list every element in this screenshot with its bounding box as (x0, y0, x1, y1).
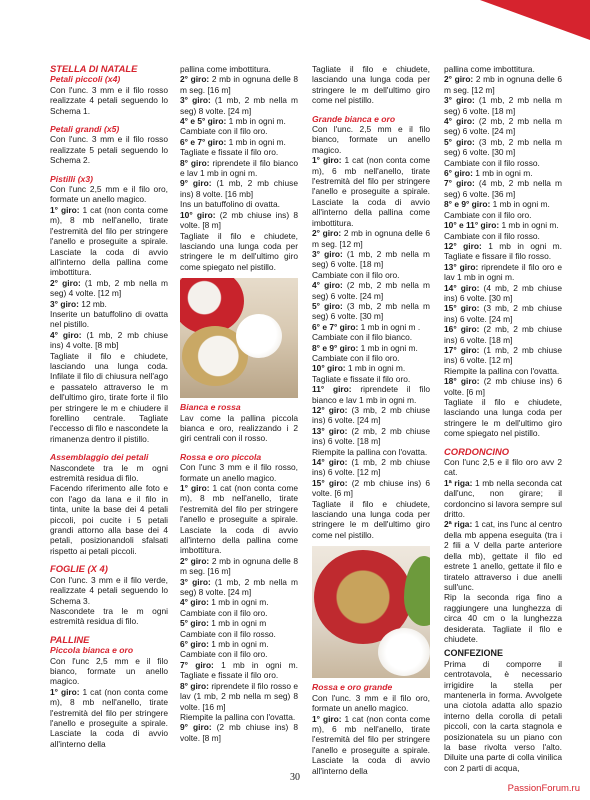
step-label: 1ª riga: (444, 477, 473, 488)
paragraph (312, 343, 430, 353)
step-text: (2 mb chiuse ins) 6 volte. [6 m] (312, 477, 430, 499)
section-heading: STELLA DI NATALE (50, 63, 138, 74)
paragraph (312, 714, 430, 776)
paragraph (312, 155, 430, 228)
small-white-ball (236, 314, 282, 358)
paragraph (180, 74, 298, 95)
paragraph: Ins un batuffolino di ovatta. (180, 199, 280, 210)
step-label: 1° giro: (312, 713, 342, 724)
step-text: 1 mb in ogni m. Tagliate e fissare il filo rosso. (444, 240, 562, 262)
paragraph: Riempite la pallina con l'ovatta. (444, 365, 560, 376)
paragraph: Con l'unc. 2,5 mm e il filo bianco, formate un anello magico. (312, 124, 430, 155)
step-label: 14° giro: (312, 457, 348, 468)
step-text: (1 mb, 2 mb nella m seg) 6 volte. [18 m] (312, 248, 430, 270)
step-label: 4° e 5° giro: (180, 116, 227, 127)
column-2-flow-top (180, 64, 298, 272)
paragraph (312, 280, 430, 301)
paragraph: Con l'unc. 3 mm e il filo verde, realizzate 4 petali seguendo lo Schema 3. (50, 574, 168, 606)
paragraph: Tagliate e fissate il filo oro. (180, 147, 279, 158)
step-label: 2° giro: (180, 74, 210, 85)
step-text: (3 mb, 2 mb chiuse ins) 6 volte. [24 m] (444, 303, 562, 324)
step-label: 8° giro: (180, 680, 209, 691)
step-text: 1 cat (non conta come m), 8 mb nell'anello, tirate l'estremità del filo per stringere l'anello e proseguite a spirale. Lasciate la coda di avvio all'interno della pallina come imbottitura. (180, 482, 298, 556)
paragraph: Cambiate con il filo oro. (444, 209, 532, 220)
step-text: 1 mb in ogni m. Tagliate e fissate il filo oro. (180, 659, 298, 681)
step-label: 4° giro: (180, 597, 209, 608)
step-label: 12° giro: (312, 405, 348, 415)
paragraph: Cambiate con il filo oro. (180, 649, 268, 660)
paragraph (444, 324, 562, 345)
step-text: 1 mb in ogni m. (208, 597, 269, 608)
paragraph (312, 228, 430, 249)
step-text: (2 mb chiuse ins) 8 volte. [8 m] (180, 209, 298, 231)
paragraph (312, 478, 430, 499)
step-label: 13° giro: (444, 261, 479, 272)
step-text: (1 mb, 2 mb chiuse ins) 6 volte. [12 m] (312, 457, 430, 478)
step-text: 1 mb in ogni m. (208, 639, 269, 650)
paragraph (312, 249, 430, 270)
step-label: 12° giro: (444, 240, 482, 251)
paragraph: Lav come la pallina piccola bianca e oro, realizzando i 2 giri centrali con il rosso. (180, 412, 298, 444)
paragraph (180, 210, 298, 231)
paragraph: Con l'unc. 3 mm e il filo rosso realizzate 5 petali seguendo lo Schema 2. (50, 134, 168, 166)
spacer (180, 444, 298, 452)
paragraph (444, 303, 562, 324)
step-text: 1 mb in ogni m. (358, 342, 418, 353)
paragraph: Cambiate con il filo oro. (180, 126, 268, 137)
paragraph: Con l'unc. 3 mm e il filo rosso realizzate 4 petali seguendo lo Schema 1. (50, 84, 168, 116)
step-text: 1 mb in ogni m. (226, 116, 286, 127)
step-label: 10° e 11° giro: (444, 220, 500, 231)
step-label: 5° giro: (444, 136, 475, 147)
step-label: 11° giro: (312, 384, 352, 395)
step-label: 16° giro: (444, 324, 480, 335)
column-4 (444, 64, 562, 773)
paragraph: Rip la seconda riga fino a raggiungere una lunghezza di circa 40 cm o la lunghezza desiderata. Tagliate il filo e chiudete. (444, 592, 562, 644)
spacer (312, 106, 430, 114)
paragraph: Con l'unc 2,5 mm e il filo oro, formate un anello magico. (50, 184, 168, 205)
step-label: 13° giro: (312, 425, 348, 436)
paragraph (312, 426, 430, 447)
column-3 (312, 64, 430, 776)
step-label: 15° giro: (444, 303, 480, 314)
step-text: 2 mb in ognuna delle 8 m seg. [16 m] (180, 74, 298, 95)
step-text: riprendete il filo rosso e lav (1 mb, 2 mb nella m seg) 8 volte. [16 m] (180, 680, 298, 712)
paragraph: Tagliate il filo e chiudete, lasciando una lunga coda per stringere le m dell'ultimo giro come nel pistillo. (312, 64, 430, 106)
paragraph (50, 687, 168, 749)
step-label: 2ª riga: (444, 519, 473, 530)
paragraph: pallina come imbottitura. (180, 64, 271, 74)
step-text: (4 mb, 2 mb nella m seg) 6 volte. [36 m] (444, 178, 562, 199)
paragraph (444, 519, 562, 592)
column-1-flow (50, 64, 168, 749)
step-label: 15° giro: (312, 477, 348, 488)
step-label: 9° giro: (180, 178, 212, 189)
step-label: 6° e 7° giro: (180, 136, 227, 147)
step-label: 4° giro: (50, 329, 82, 340)
section-heading: Rossa e oro grande (312, 682, 393, 693)
photo-white-gold-balls (180, 278, 298, 398)
step-label: 8° e 9° giro: (444, 199, 491, 210)
paragraph: Nascondete tra le m ogni estremità residua di filo. (50, 462, 168, 484)
step-label: 8° giro: (180, 157, 210, 168)
photo-red-gold-ball (312, 546, 430, 678)
paragraph (180, 597, 298, 607)
column-3-flow-top (312, 64, 430, 540)
paragraph (444, 345, 562, 366)
paragraph: Tagliate il filo e chiudete, lasciando una lunga coda. Infilate il filo di chiusura nell'ago e passatelo attraverso le m dell'ultimo giro, tirate forte il filo per stringere le m e chiudere il forellino centrale. Tagliate l'eccesso di filo e nascondete la rimanenza dentro il pistillo. (50, 350, 168, 444)
spacer (50, 166, 168, 174)
step-label: 2° giro: (50, 277, 81, 288)
step-text: 2 mb in ognuna delle 8 m seg. [16 m] (180, 555, 298, 577)
step-label: 7° giro: (180, 659, 214, 670)
step-label: 1° giro: (50, 204, 80, 215)
step-text: (1 mb, 2 mb nella m seg) 8 volte. [24 m] (180, 95, 298, 116)
paragraph (444, 262, 562, 283)
step-label: 5° giro: (180, 618, 209, 629)
step-text: (2 mb, 2 mb nella m seg) 6 volte. [24 m] (444, 116, 562, 137)
step-text: 1 mb in ogni m. (490, 199, 550, 210)
step-text: 1 cat (non conta come m), 8 mb nell'anello, tirate l'estremità del filo per stringere l'anello e proseguite a spirale. Lasciate la coda di avvio all'interno della (50, 686, 168, 749)
paragraph (180, 178, 298, 199)
step-label: 3° giro: (50, 298, 79, 309)
paragraph: Prima di comporre il centrotavola, è necessario irrigidire la stella per mantenerla in forma. Avvolgete una ciotola adatta allo spazio interno della corolla di petali piccoli, con la carta stagnola e posizionatela su un piano con la base rivolta verso l'alto. Diluite una parte di colla vinilica con 2 parti di acqua, (444, 658, 562, 773)
paragraph: Inserite un batuffolino di ovatta nel pistillo. (50, 308, 168, 330)
paragraph (50, 278, 168, 299)
green-leaf (404, 556, 430, 626)
step-text: 1 cat, ins l'unc al centro della mb appena eseguita (tra i 2 fili a V della parte anteriore della mb), gettate il filo ed estrete 1 anello, gettate il filo e tiratelo attraverso i due anelli sull'unc. (444, 519, 562, 592)
step-text: (1 mb, 2 mb chiuse ins) 6 volte. [12 m] (444, 344, 562, 366)
paragraph (444, 178, 562, 199)
step-label: 2° giro: (312, 228, 342, 239)
paragraph (180, 137, 298, 147)
step-label: 2° giro: (444, 74, 474, 85)
step-label: 3° giro: (444, 95, 475, 106)
paragraph: Tagliate il filo e chiudete, lasciando una lunga coda per stringere le m dell'ultimo giro come nel pistillo. (312, 498, 430, 540)
paragraph (180, 681, 298, 712)
paragraph (444, 199, 562, 209)
step-text: (1 mb, 2 mb nella m seg) 8 volte. [24 m] (180, 576, 298, 598)
paragraph: Riempite la pallina con l'ovatta. (180, 711, 296, 722)
paragraph (180, 116, 298, 126)
step-text: (3 mb, 2 mb chiuse ins) 6 volte. [24 m] (312, 405, 430, 426)
section-heading: Bianca e rossa (180, 402, 241, 413)
paragraph (180, 660, 298, 681)
step-label: 7° giro: (444, 178, 475, 189)
paragraph (180, 158, 298, 179)
spacer (50, 116, 168, 124)
paragraph (180, 95, 298, 116)
step-label: 5° giro: (312, 300, 343, 311)
step-text: (1 mb, 2 mb nella m seg) 4 volte. [12 m] (50, 277, 168, 299)
section-heading: Pistilli (x3) (50, 173, 93, 184)
red-corner-decoration (480, 0, 590, 40)
section-heading: Petali piccoli (x4) (50, 74, 121, 85)
column-4-flow (444, 64, 562, 773)
paragraph (180, 483, 298, 556)
paragraph (180, 722, 298, 743)
paragraph: Cambiate con il filo oro. (312, 352, 400, 363)
white-ball-partial (378, 628, 430, 676)
step-text: 1 mb in ogni m. (226, 136, 286, 147)
paragraph (312, 457, 430, 478)
step-label: 1° giro: (50, 686, 80, 697)
step-text: 12 mb. (78, 298, 107, 309)
paragraph (180, 639, 298, 649)
section-heading: CORDONCINO (444, 445, 510, 457)
paragraph: Tagliate e fissate il filo oro. (312, 373, 411, 384)
step-text: (2 mb chiuse ins) 8 volte. [8 m] (180, 722, 298, 743)
paragraph: Cambiate con il filo oro. (180, 607, 268, 618)
paragraph: pallina come imbottitura. (444, 64, 535, 74)
section-heading: FOGLIE (X 4) (50, 563, 108, 575)
paragraph: Cambiate con il filo rosso. (444, 157, 540, 168)
step-text: 1 mb in ogni m. (499, 220, 559, 231)
step-label: 1° giro: (312, 155, 342, 166)
step-text: (4 mb, 2 mb chiuse ins) 6 volte. [30 m] (444, 282, 562, 303)
paragraph (180, 618, 298, 628)
paragraph: Cambiate con il filo rosso. (180, 628, 276, 639)
paragraph: Cambiate con il filo bianco. (312, 332, 413, 343)
step-label: 4° giro: (444, 116, 475, 127)
step-label: 2° giro: (180, 555, 210, 566)
watermark: PassionForum.ru (507, 783, 580, 794)
section-heading: Grande bianca e oro (312, 113, 396, 124)
paragraph (180, 556, 298, 577)
page-number: 30 (290, 772, 300, 783)
step-text: (2 mb, 2 mb chiuse ins) 6 volte. [18 m] (312, 425, 430, 447)
step-text: (2 mb, 2 mb nella m seg) 6 volte. [24 m] (312, 280, 430, 301)
step-label: 6° giro: (444, 168, 473, 179)
step-text: (3 mb, 2 mb nella m seg) 6 volte. [30 m] (312, 300, 430, 322)
column-2 (180, 64, 298, 743)
paragraph (312, 322, 430, 332)
paragraph: Con l'unc 2,5 mm e il filo bianco, formate un anello magico. (50, 655, 168, 687)
step-text: (2 mb chiuse ins) 6 volte. [6 m] (444, 376, 562, 397)
step-text: (1 mb, 2 mb nella m seg) 6 volte. [18 m] (444, 95, 562, 116)
paragraph: Cambiate con il filo oro. (312, 269, 400, 280)
section-heading: Rossa e oro piccola (180, 451, 262, 462)
step-text: (1 mb, 2 mb chiuse ins) 8 volte. [16 mb] (180, 178, 298, 199)
step-label: 9° giro: (180, 722, 212, 733)
paragraph: Nascondete tra le m ogni estremità residua di filo. (50, 605, 168, 627)
step-label: 3° giro: (312, 248, 343, 259)
step-text: riprendete il filo bianco e lav 1 mb in ogni m. (312, 384, 430, 405)
step-label: 10° giro: (312, 363, 346, 374)
paragraph: Riempite la pallina con l'ovatta. (312, 446, 428, 457)
paragraph (50, 205, 168, 278)
paragraph (444, 116, 562, 137)
section-heading: CONFEZIONE (444, 648, 504, 659)
paragraph (444, 95, 562, 116)
paragraph: Tagliate il filo e chiudete, lasciando una lunga coda per stringere le m dell'ultimo giro come spiegato nel pistillo. (444, 397, 562, 439)
paragraph: Con l'unc. 3 mm e il filo oro, formate un anello magico. (312, 692, 430, 714)
paragraph (50, 299, 168, 309)
step-text: 1 cat (non conta come m), 6 mb nell'anello, tirate l'estremità del filo per stringere l'anello e proseguite a spirale. Lasciate la coda di avvio all'interno della (312, 713, 430, 776)
column-2-flow-bottom (180, 402, 298, 743)
step-text: 1 cat (non conta come m), 8 mb nell'anello, tirate l'estremità del filo per stringere l'anello e proseguite a spirale. Lasciate la coda di avvio all'interno della pallina come imbottitura. (50, 204, 168, 278)
paragraph (312, 384, 430, 405)
step-text: 1 mb in ogni m . (358, 321, 421, 332)
step-label: 14° giro: (444, 282, 480, 293)
step-label: 1° giro: (180, 482, 210, 493)
paragraph (444, 241, 562, 262)
step-label: 10° giro: (180, 209, 216, 220)
paragraph (312, 301, 430, 322)
paragraph (444, 74, 562, 95)
paragraph (444, 283, 562, 304)
step-text: 1 mb nella seconda cat dall'unc, non girare; il cordoncino si lavora sempre sul dritto. (444, 477, 562, 520)
step-label: 4° giro: (312, 280, 343, 291)
step-label: 18° giro: (444, 376, 480, 387)
paragraph (444, 478, 562, 520)
step-text: 2 mb in ognuna delle 6 m seg. [12 m] (312, 228, 430, 249)
paragraph (444, 376, 562, 397)
step-label: 3° giro: (180, 576, 211, 587)
section-heading: Piccola bianca e oro (50, 645, 134, 656)
step-text: 1 mb in ogni m (208, 618, 267, 629)
section-heading: PALLINE (50, 633, 90, 645)
step-text: riprendete il filo oro e lav 1 mb in ogni m. (444, 261, 562, 283)
paragraph (312, 363, 430, 373)
step-label: 6° e 7° giro: (312, 321, 359, 332)
section-heading: Assemblaggio dei petali (50, 452, 149, 463)
column-1 (50, 64, 168, 749)
step-label: 6° giro: (180, 639, 209, 650)
paragraph (444, 220, 562, 230)
spacer (50, 444, 168, 452)
step-text: 1 cat (non conta come m), 6 mb nell'anello, tirate l'estremità del filo per stringere l'anello e proseguite a spirale. Lasciate la coda di avvio all'interno della pallina come imbottitura. (312, 155, 430, 228)
paragraph: Facendo riferimento alle foto e con l'ago da lana e il filo in tinta, unite la base dei 4 petali piccoli, poi cucite i 5 petali grandi attorno alla base dei 4 petali, posizionandoli sfalsati rispetto ai petali piccoli. (50, 483, 168, 556)
paragraph: Con l'unc 2,5 e il filo oro avv 2 cat. (444, 457, 562, 478)
paragraph: Tagliate il filo e chiudete, lasciando una lunga coda per stringere le m dell'ultimo giro come spiegato nel pistillo. (180, 230, 298, 272)
page-header-band (0, 0, 590, 40)
step-label: 8° e 9° giro: (312, 342, 359, 353)
step-text: 1 mb in ogni m. (472, 168, 533, 179)
paragraph (180, 577, 298, 598)
step-text: 2 mb in ognuna delle 6 m seg. [12 m] (444, 74, 562, 95)
step-text: (1 mb, 2 mb chiuse ins) 4 volte. [8 mb] (50, 329, 168, 351)
paragraph: Cambiate con il filo rosso. (444, 230, 540, 241)
paragraph (50, 330, 168, 351)
step-label: 17° giro: (444, 344, 480, 355)
step-text: 1 mb in ogni m. (345, 363, 406, 374)
section-heading: Petali grandi (x5) (50, 124, 120, 135)
paragraph (312, 405, 430, 426)
step-text: (3 mb, 2 mb nella m seg) 6 volte. [30 m] (444, 136, 562, 158)
step-label: 3° giro: (180, 95, 211, 106)
step-text: riprendete il filo bianco e lav 1 mb in ogni m. (180, 157, 298, 179)
paragraph (444, 168, 562, 178)
paragraph: Con l'unc 3 mm e il filo rosso, formate un anello magico. (180, 462, 298, 483)
paragraph (444, 137, 562, 158)
column-3-flow-bottom (312, 682, 430, 776)
step-text: (2 mb, 2 mb chiuse ins) 6 volte. [18 m] (444, 324, 562, 345)
